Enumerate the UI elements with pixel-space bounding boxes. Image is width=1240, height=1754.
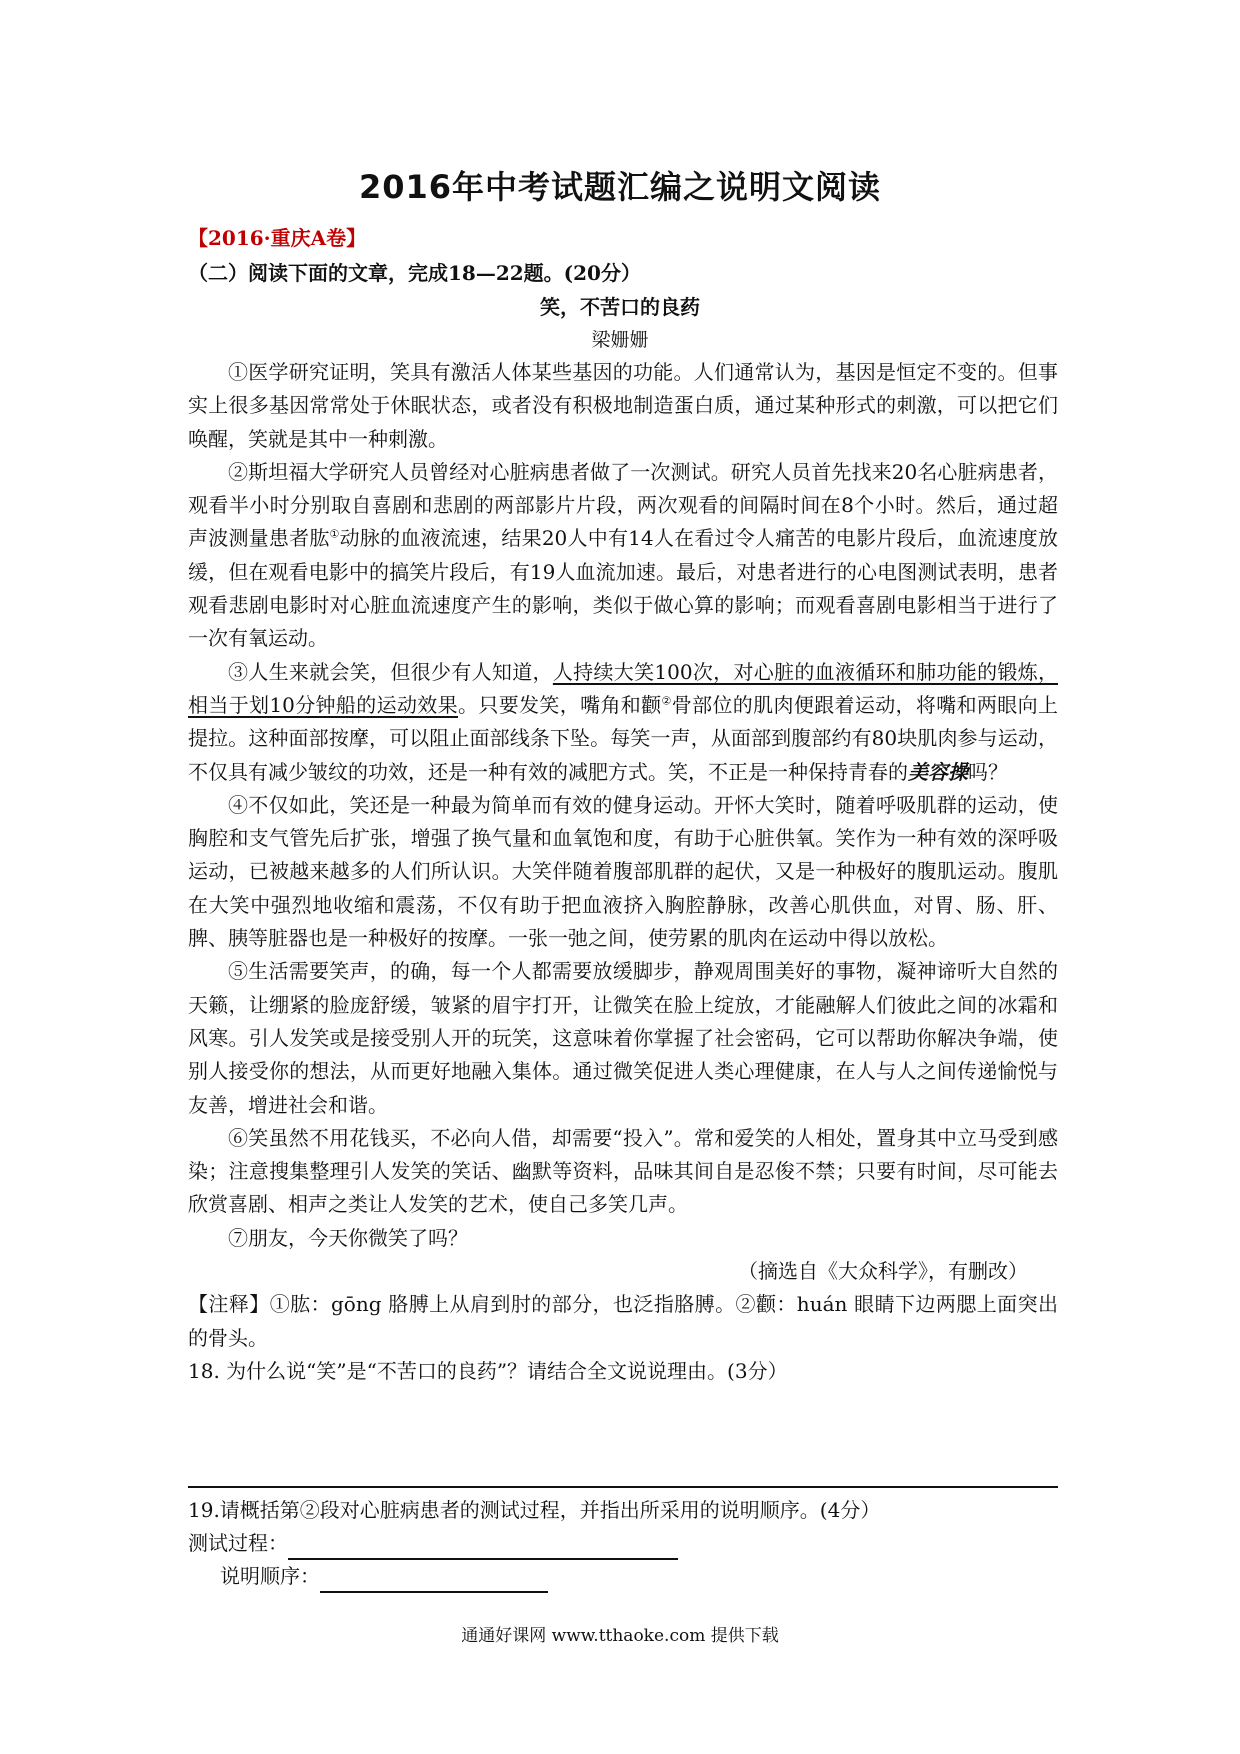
paragraph-7: ⑦朋友，今天你微笑了吗？ [228, 1225, 468, 1250]
article-author: 梁姗姗 [591, 329, 649, 351]
citation: （摘选自《大众科学》，有删改） [738, 1259, 1028, 1284]
emphasized-word: 美容操 [908, 759, 968, 784]
paragraph-6: ⑥笑虽然不用花钱买，不必向人借，却需要“投入”。常和爱笑的人相处，置身其中立马受到感染；注意搜集整理引人发笑的笑话、幽默等资料，品味其间自是忍俊不禁；只要有时间，尽可能去欣赏喜剧、相声之类让人发笑的艺术，使自己多笑几声。 [188, 1125, 1058, 1217]
article-title: 笑，不苦口的良药 [540, 295, 700, 319]
page-title: 2016年中考试题汇编之说明文阅读 [358, 168, 882, 206]
source-tag: 【2016·重庆A卷】 [188, 226, 367, 250]
paragraph-3-part-b: 。只要发笑，嘴角和颧 [458, 692, 662, 717]
paragraph-2-part-b: 动脉的血液流速，结果20人中有14人在看过令人痛苦的电影片段后，血流速度放缓，但在观看电影中的搞笑片段后，有19人血流加速。最后，对患者进行的心电图测试表明，患者观看悲剧电影时对心脏血流速度产生的影响，类似于做心算的影响；而观看喜剧电影相当于进行了一次有氧运动。 [188, 526, 1059, 651]
underlined-sentence: 人持续大笑100次，对心脏的血液循环和肺功能的锻炼，相当于划10分钟船的运动效果 [188, 659, 1058, 717]
paragraph-2-part-a: ②斯坦福大学研究人员曾经对心脏病患者做了一次测试。研究人员首先找来20名心脏病患者，观看半小时分别取自喜剧和悲剧的两部影片片段，两次观看的间隔时间在8个小时。然后，通过超声波测量患者肱 [188, 459, 1058, 551]
test-process-blank[interactable] [288, 1534, 678, 1560]
paragraph-2 [188, 456, 1058, 656]
test-process-row [188, 1527, 1058, 1560]
paragraph-1: ①医学研究证明，笑具有激活人体某些基因的功能。人们通常认为，基因是恒定不变的。但事实上很多基因常常处于休眠状态，或者没有积极地制造蛋白质，通过某种形式的刺激，可以把它们唤醒，笑就是其中一种刺激。 [188, 360, 1058, 451]
paragraph-3 [188, 656, 1058, 789]
footnotes: 【注释】①肱：gōng 胳膊上从肩到肘的部分，也泛指胳膊。②颧：huán 眼睛下边两腮上面突出的骨头。 [188, 1292, 1058, 1350]
footnote-mark-1: ① [329, 527, 340, 541]
page-footer: 通通好课网 www.tthaoke.com 提供下载 [461, 1626, 779, 1646]
explain-order-blank[interactable] [320, 1567, 548, 1593]
paragraph-3-part-c: 骨部位的肌肉便跟着运动，将嘴和两眼向上提拉。这种面部按摩，可以阻止面部线条下坠。每笑一声，从面部到腹部约有80块肌肉参与运动，不仅具有减少皱纹的功效，还是一种有效的减肥方式。笑，不正是一种保持青春的 [188, 692, 1059, 784]
article-body [188, 356, 1058, 1388]
test-process-label: 测试过程： [188, 1531, 288, 1555]
section-instruction: （二）阅读下面的文章，完成18—22题。(20分） [188, 261, 641, 285]
question-19-text: 19.请概括第②段对心脏病患者的测试过程，并指出所采用的说明顺序。(4分） [188, 1498, 881, 1522]
paragraph-3-part-a: ③人生来就会笑，但很少有人知道， [228, 659, 553, 684]
paragraph-3-part-d: 吗？ [968, 759, 1008, 784]
paragraph-5: ⑤生活需要笑声，的确，每一个人都需要放缓脚步，静观周围美好的事物，凝神谛听大自然的天籁，让绷紧的脸庞舒缓，皱紧的眉宇打开，让微笑在脸上绽放，才能融解人们彼此之间的冰霜和风寒。引人发笑或是接受别人开的玩笑，这意味着你掌握了社会密码，它可以帮助你解决争端，使别人接受你的想法，从而更好地融入集体。通过微笑促进人类心理健康，在人与人之间传递愉悦与友善，增进社会和谐。 [188, 959, 1058, 1117]
question-18: 18. 为什么说“笑”是“不苦口的良药”？请结合全文说说理由。(3分） [188, 1358, 788, 1383]
question-19 [188, 1494, 1058, 1593]
paragraph-4: ④不仅如此，笑还是一种最为简单而有效的健身运动。开怀大笑时，随着呼吸肌群的运动，使胸腔和支气管先后扩张，增强了换气量和血氧饱和度，有助于心脏供氧。笑作为一种有效的深呼吸运动，已被越来越多的人们所认识。大笑伴随着腹部肌群的起伏，又是一种极好的腹肌运动。腹肌在大笑中强烈地收缩和震荡，不仅有助于把血液挤入胸腔静脉，改善心肌供血，对胃、肠、肝、脾、胰等脏器也是一种极好的按摩。一张一弛之间，使劳累的肌肉在运动中得以放松。 [188, 792, 1058, 951]
explain-order-label: 说明顺序： [220, 1564, 320, 1588]
explain-order-row [188, 1560, 1058, 1593]
footnote-mark-2: ② [661, 694, 672, 708]
answer-line-18[interactable] [188, 1486, 1058, 1488]
